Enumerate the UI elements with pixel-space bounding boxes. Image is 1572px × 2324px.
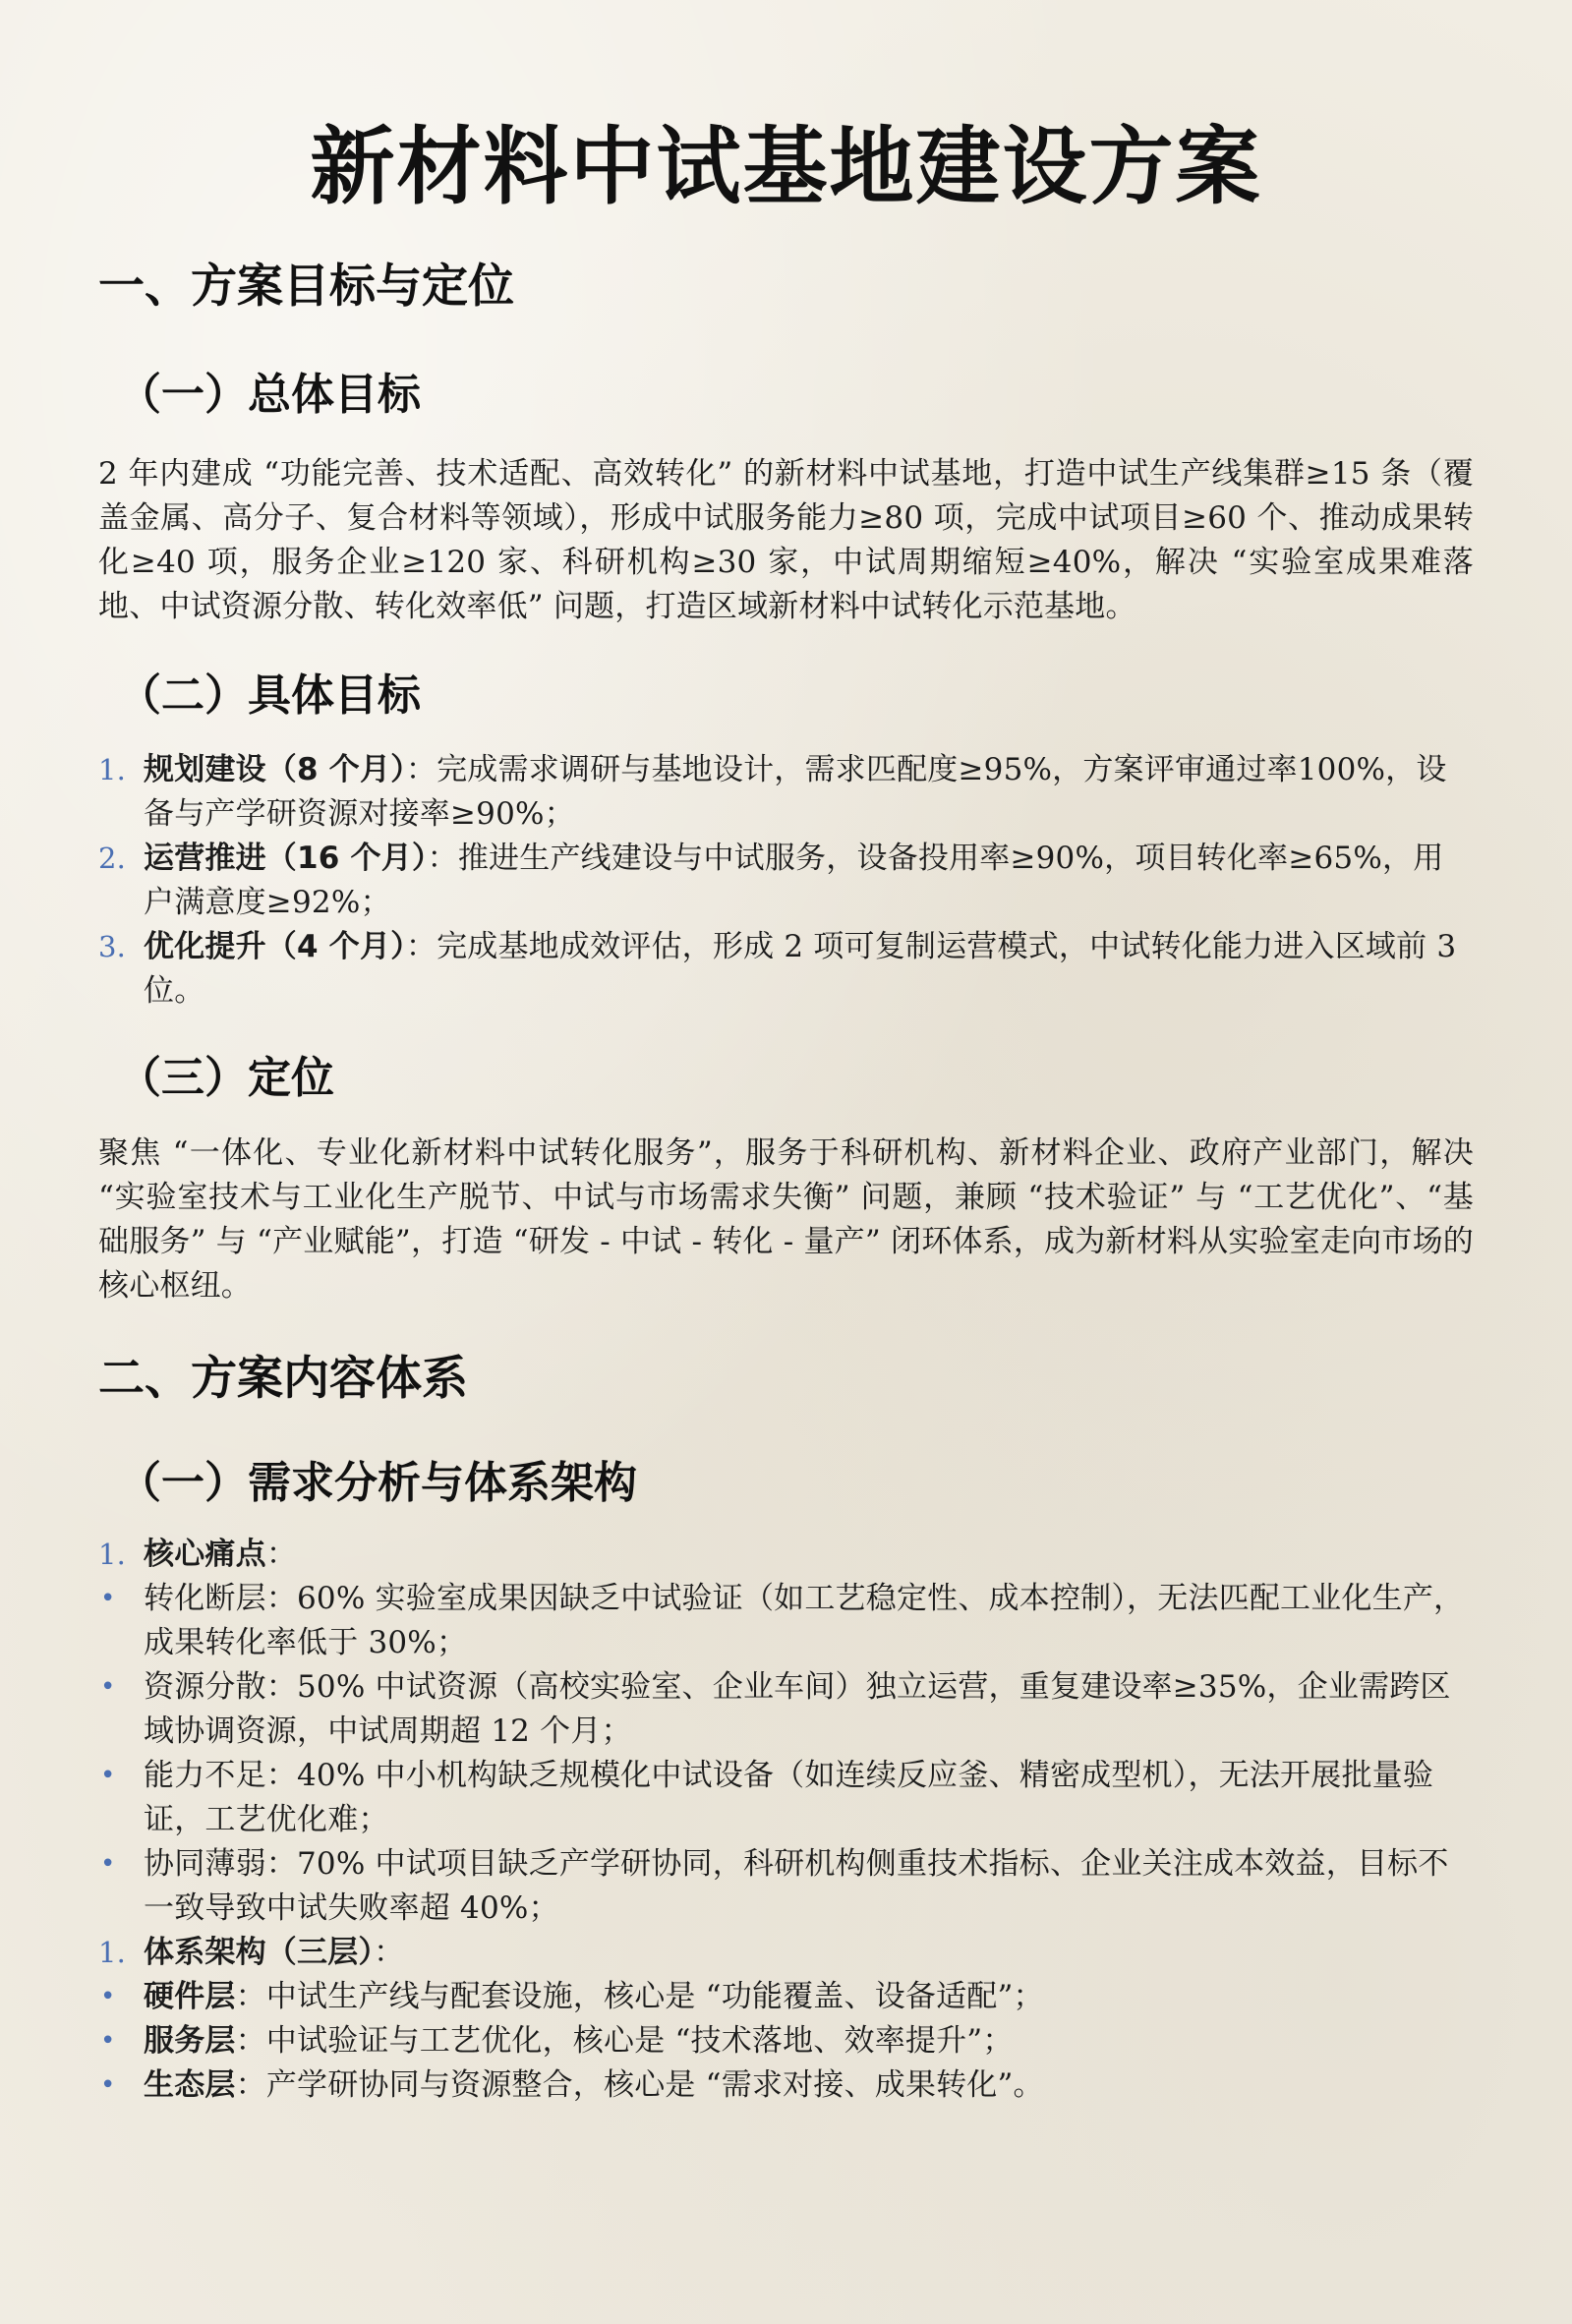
layer-label: 服务层 (144, 2023, 236, 2059)
section-heading: 二、方案内容体系 (98, 1352, 468, 1406)
subsection-heading-overall-goal: （一）总体目标 (118, 370, 421, 420)
layer-label: 生态层 (144, 2067, 236, 2103)
item-text: 能力不足：40% 中小机构缺乏规模化中试设备（如连续反应釜、精密成型机），无法开展批量验证，工艺优化难； (144, 1758, 1434, 1837)
list-number: 2. (98, 842, 127, 875)
subsection-heading-positioning: （三）定位 (118, 1053, 334, 1103)
list-item (98, 748, 1474, 837)
section-heading: 一、方案目标与定位 (98, 260, 514, 314)
list-number: 1. (98, 1538, 127, 1571)
bullet-item (98, 2063, 1474, 2108)
bullet-item (98, 1665, 1474, 1754)
list-number: 1. (98, 753, 127, 786)
item-text: ：产学研协同与资源整合，核心是 “需求对接、成果转化”。 (235, 2067, 1044, 2103)
item-separator: ： (405, 929, 437, 964)
item-separator: ： (405, 752, 437, 787)
item-label: 体系架构（三层） (144, 1935, 375, 1970)
layer-label: 硬件层 (144, 1979, 236, 2014)
list-number: 3. (98, 930, 127, 963)
item-text: 完成需求调研与基地设计，需求匹配度≥95%，方案评审通过率100%，设备与产学研资源对接率≥90%； (144, 752, 1447, 832)
item-text: ：中试验证与工艺优化，核心是 “技术落地、效率提升”； (235, 2023, 1014, 2059)
section-content-system (98, 1350, 1474, 2108)
bullet-icon: • (100, 1849, 116, 1879)
item-label: 核心痛点 (144, 1537, 266, 1572)
document-title: 新材料中试基地建设方案 (310, 118, 1262, 216)
bullet-icon: • (100, 1584, 116, 1613)
list-item (98, 925, 1474, 1014)
section-goals-positioning (98, 258, 1474, 1308)
item-text: 完成基地成效评估，形成 2 项可复制运营模式，中试转化能力进入区域前 3 位。 (144, 929, 1457, 1009)
item-text: 资源分散：50% 中试资源（高校实验室、企业车间）独立运营，重复建设率≥35%，企业需跨区域协调资源，中试周期超 12 个月； (144, 1669, 1451, 1749)
bullet-item (98, 2019, 1474, 2063)
item-text: 转化断层：60% 实验室成果因缺乏中试验证（如工艺稳定性、成本控制），无法匹配工业化生产，成果转化率低于 30%； (144, 1581, 1465, 1660)
overall-goal-paragraph: 2 年内建成 “功能完善、技术适配、高效转化” 的新材料中试基地，打造中试生产线集群≥15 条（覆盖金属、高分子、复合材料等领域），形成中试服务能力≥80 项，完成中试项目≥60 个、推动成果转化≥40 项，服务企业≥120 家、科研机构≥30 家，中试周期缩短≥40%，解决 “实验室成果难落地、中试资源分散、转化效率低” 问题，打造区域新材料中试转化示范基地。 (98, 456, 1474, 624)
item-text: ：中试生产线与配套设施，核心是 “功能覆盖、设备适配”； (235, 1979, 1044, 2014)
subsection-heading-specific-goals: （二）具体目标 (118, 670, 421, 721)
item-separator: ： (374, 1935, 405, 1970)
needs-architecture-list (98, 1533, 1474, 2108)
bullet-item (98, 1754, 1474, 1842)
item-separator: ： (265, 1537, 298, 1572)
list-item-architecture (98, 1931, 1474, 1975)
bullet-icon: • (100, 1761, 116, 1790)
list-number: 1. (98, 1936, 127, 1969)
item-separator: ： (427, 841, 458, 876)
bullet-icon: • (100, 1982, 116, 2011)
bullet-item (98, 1577, 1474, 1665)
specific-goals-list (98, 748, 1474, 1014)
item-label: 运营推进（16 个月） (144, 841, 428, 876)
list-item (98, 837, 1474, 925)
bullet-item (98, 1842, 1474, 1931)
list-item-core-pain-points (98, 1533, 1474, 1577)
item-label: 优化提升（4 个月） (144, 929, 406, 964)
item-text: 推进生产线建设与中试服务，设备投用率≥90%，项目转化率≥65%，用户满意度≥92%； (144, 841, 1444, 920)
bullet-icon: • (100, 1672, 116, 1702)
item-text: 协同薄弱：70% 中试项目缺乏产学研协同，科研机构侧重技术指标、企业关注成本效益，目标不一致导致中试失败率超 40%； (144, 1846, 1449, 1926)
bullet-icon: • (100, 2026, 116, 2056)
bullet-item (98, 1975, 1474, 2019)
positioning-paragraph: 聚焦 “一体化、专业化新材料中试转化服务”，服务于科研机构、新材料企业、政府产业部门，解决 “实验室技术与工业化生产脱节、中试与市场需求失衡” 问题，兼顾 “技术验证” 与 “工艺优化”、“基础服务” 与 “产业赋能”，打造 “研发 - 中试 - 转化 - 量产” 闭环体系，成为新材料从实验室走向市场的核心枢纽。 (98, 1135, 1474, 1304)
bullet-icon: • (100, 2070, 116, 2100)
subsection-heading-needs-architecture: （一）需求分析与体系架构 (118, 1458, 637, 1508)
item-label: 规划建设（8 个月） (144, 752, 406, 787)
